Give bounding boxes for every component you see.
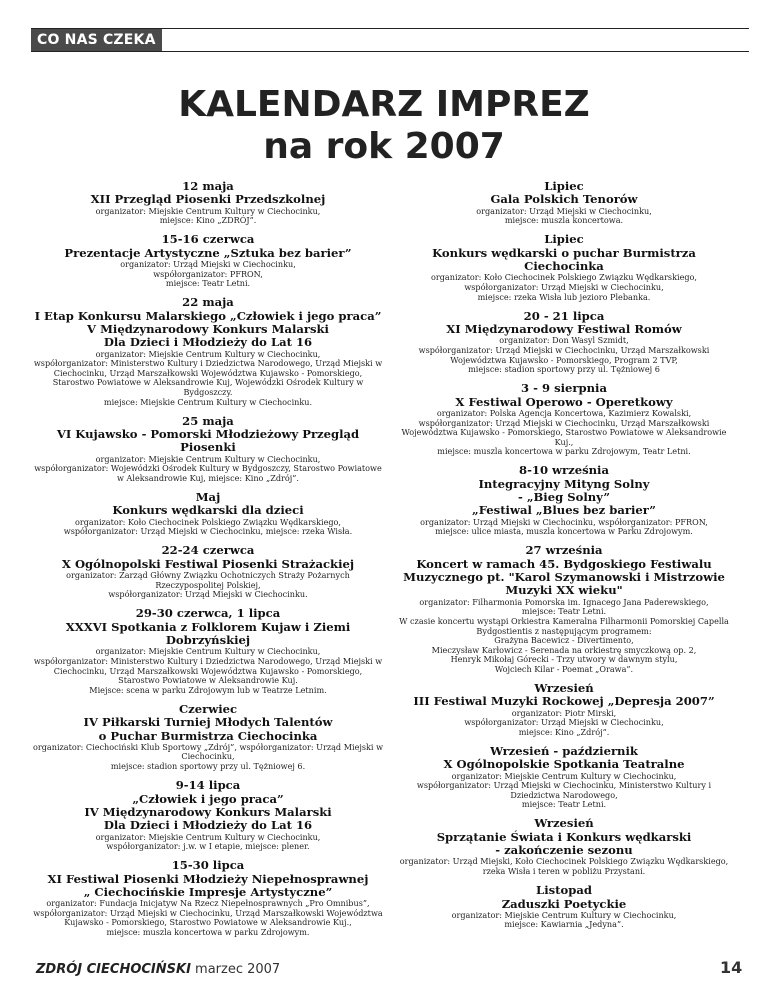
event-date: Wrzesień xyxy=(534,816,594,831)
event-name: X Ogólnopolski Festiwal Piosenki Strażackiej xyxy=(61,556,355,571)
event-date: 9-14 lipca xyxy=(175,778,241,793)
event-name: III Festiwal Muzyki Rockowej „Depresja 2007” xyxy=(413,694,715,709)
event-entry xyxy=(28,296,388,407)
section-header-bar xyxy=(31,28,749,52)
event-date: Wrzesień - październik xyxy=(490,743,638,758)
footer-publication xyxy=(36,962,280,977)
event-details: organizator: Miejskie Centrum Kultury w Ciechocinku, współorganizator: Wojewódzki Ośrodek Kultury w Bydgoszczy, Starostwo Powiatowe w Aleksandrowie Kuj, miejsce: Kino „Zdrój”. xyxy=(34,453,382,483)
event-name: Zaduszki Poetyckie xyxy=(501,896,627,911)
event-details: organizator: Don Wasyl Szmidt, współorganizator: Urząd Miejski w Ciechocinku, Urząd Marszałkowski Województwa Kujawsko - Pomorskiego, Program 2 TVP, miejsce: stadion sportowy przy ul. Tężniowej 6 xyxy=(418,335,710,375)
event-entry xyxy=(396,233,732,302)
event-date: 22-24 czerwca xyxy=(161,543,255,558)
page-title xyxy=(0,84,768,168)
section-label: CO NAS CZEKA xyxy=(31,29,162,51)
issue-date: marzec 2007 xyxy=(195,962,281,977)
magazine-name: ZDRÓJ CIECHOCIŃSKI xyxy=(36,962,191,977)
event-name: Sprzątanie Świata i Konkurs wędkarski - zakończenie sezonu xyxy=(436,829,692,858)
event-name: Integracyjny Mityng Solny - „Bieg Solny” „Festiwal „Blues bez barier” xyxy=(472,476,656,518)
event-entry xyxy=(396,884,732,930)
event-entry xyxy=(28,859,388,937)
event-details: organizator: Miejskie Centrum Kultury w Ciechocinku, współorganizator: Ministerstwo Kultury i Dziedzictwa Narodowego, Urząd Miejski w Ciechocinku, Urząd Marszałkowski Województwa Kujawsko - Pomorskiego, Starostwo Powiatowe w Aleksandrowie Kuj, Wojewódzki Ośrodek Kultury w Bydgoszczy. miejsce: Miejskie Centrum Kultury w Ciechocinku. xyxy=(33,348,383,407)
event-name: Gala Polskich Tenorów xyxy=(490,192,638,207)
event-name: Konkurs wędkarski dla dzieci xyxy=(112,503,304,518)
event-name: Koncert w ramach 45. Bydgoskiego Festiwalu Muzycznego pt. "Karol Szymanowski i Mistrzowie Muzyki XX wieku" xyxy=(403,556,725,598)
event-entry xyxy=(28,180,388,226)
event-details: organizator: Ciechociński Klub Sportowy „Zdrój”, współorganizator: Urząd Miejski w Ciechocinku, miejsce: stadion sportowy przy ul. Tężniowej 6. xyxy=(32,741,384,771)
event-name: XXXVI Spotkania z Folklorem Kujaw i Ziemi Dobrzyńskiej xyxy=(65,619,351,648)
page-number: 14 xyxy=(720,958,743,977)
event-details: organizator: Urząd Miejski, Koło Ciechocinek Polskiego Związku Wędkarskiego, rzeka Wisła i teren w pobliżu Przystani. xyxy=(399,856,729,876)
left-column xyxy=(28,180,388,945)
event-date: 15-16 czerwca xyxy=(161,232,255,247)
event-details: organizator: Koło Ciechocinek Polskiego Związku Wędkarskiego, współorganizator: Urząd Miejski w Ciechocinku, miejsce: rzeka Wisła. xyxy=(63,516,353,537)
event-date: Maj xyxy=(195,490,221,505)
event-name: VI Kujawsko - Pomorski Młodzieżowy Przegląd Piosenki xyxy=(56,427,360,455)
event-details: organizator: Piotr Mirski, współorganizator: Urząd Miejski w Ciechocinku, miejsce: Kino „Zdrój”. xyxy=(464,707,664,737)
event-name: XII Przegląd Piosenki Przedszkolnej xyxy=(90,192,326,207)
event-date: 20 - 21 lipca xyxy=(523,308,605,323)
event-name: „Człowiek i jego praca” IV Międzynarodowy Konkurs Malarski Dla Dzieci i Młodzieży do Lat 16 xyxy=(84,791,332,833)
event-entry xyxy=(28,703,388,772)
event-name: I Etap Konkursu Malarskiego „Człowiek i jego praca” V Międzynarodowy Konkurs Malarski Dla Dzieci i Młodzieży do Lat 16 xyxy=(34,308,382,350)
event-entry xyxy=(396,382,732,457)
event-name: X Ogólnopolskie Spotkania Teatralne xyxy=(443,757,685,772)
event-entry xyxy=(396,544,732,674)
page-title-line1: KALENDARZ IMPREZ xyxy=(178,84,590,125)
event-date: Wrzesień xyxy=(534,680,594,695)
event-details: organizator: Filharmonia Pomorska im. Ignacego Jana Paderewskiego, miejsce: Teatr Letni. W czasie koncertu wystąpi Orkiestra Kameralna Filharmonii Pomorskiej Capella Bydgostientis z następującym programem: Grażyna Bacewicz - Divertimento, Mieczysław Karłowicz - Serenada na orkiestrę smyczkową op. 2, Henryk Mikołaj Górecki - Trzy utwory w dawnym stylu, Wojciech Kilar - Poemat „Orawa”. xyxy=(399,596,729,674)
event-name: XI Międzynarodowy Festiwal Romów xyxy=(446,322,682,337)
event-date: Listopad xyxy=(536,883,592,898)
event-entry xyxy=(396,817,732,876)
event-entry xyxy=(396,310,732,375)
event-date: 22 maja xyxy=(182,295,234,310)
event-date: 3 - 9 sierpnia xyxy=(521,381,607,396)
event-name: Konkurs wędkarski o puchar Burmistrza Ciechocinka xyxy=(432,245,696,274)
event-details: organizator: Miejskie Centrum Kultury w Ciechocinku, współorganizator: Urząd Miejski w Ciechocinku, Ministerstwo Kultury i Dziedzictwa Narodowego, miejsce: Teatr Letni. xyxy=(416,770,712,810)
event-entry xyxy=(28,415,388,484)
event-details: organizator: Miejskie Centrum Kultury w Ciechocinku, miejsce: Kino „ZDRÓJ”. xyxy=(95,205,321,226)
event-date: Lipiec xyxy=(544,232,584,247)
event-date: 25 maja xyxy=(182,413,234,428)
event-details: organizator: Miejskie Centrum Kultury w Ciechocinku, miejsce: Kawiarnia „Jedyna”. xyxy=(451,909,677,930)
event-details: organizator: Miejskie Centrum Kultury w Ciechocinku, współorganizator: Ministerstwo Kultury i Dziedzictwa Narodowego, Urząd Miejski w Ciechocinku, Urząd Marszałkowski Województwa Kujawsko - Pomorskiego, Starostwo Powiatowe w Aleksandrowie Kuj. Miejsce: scena w parku Zdrojowym lub w Teatrze Letnim. xyxy=(33,646,383,695)
event-entry xyxy=(396,745,732,810)
right-column xyxy=(396,180,732,938)
event-details: organizator: Urząd Miejski w Ciechocinku, współorganizator: PFRON, miejsce: Teatr Letni. xyxy=(120,259,296,289)
event-details: organizator: Urząd Miejski w Ciechocinku, współorganizator: PFRON, miejsce: ulice miasta, muszla koncertowa w Parku Zdrojowym. xyxy=(420,516,708,537)
page-title-line2: na rok 2007 xyxy=(263,126,505,167)
event-details: organizator: Miejskie Centrum Kultury w Ciechocinku, współorganizator: j.w. w I etapie, miejsce: plener. xyxy=(95,831,321,852)
event-details: organizator: Fundacja Inicjatyw Na Rzecz Niepełnosprawnych „Pro Omnibus”, współorganizator: Urząd Miejski w Ciechocinku, Urząd Marszałkowski Województwa Kujawsko - Pomorskiego, Starostwo Powiatowe w Aleksandrowie Kuj., miejsce: muszla koncertowa w parku Zdrojowym. xyxy=(33,898,383,937)
event-details: organizator: Zarząd Główny Związku Ochotniczych Straży Pożarnych Rzeczypospolitej Polskiej, współorganizator: Urząd Miejski w Ciechocinku. xyxy=(66,570,350,600)
event-entry xyxy=(396,682,732,737)
event-name: IV Piłkarski Turniej Młodych Talentów o Puchar Burmistrza Ciechocinka xyxy=(83,715,333,743)
event-date: 15-30 lipca xyxy=(171,858,245,873)
event-entry xyxy=(28,491,388,537)
event-date: Czerwiec xyxy=(178,701,238,716)
event-entry xyxy=(28,544,388,599)
event-date: 12 maja xyxy=(182,179,234,193)
event-details: organizator: Koło Ciechocinek Polskiego Związku Wędkarskiego, współorganizator: Urząd Miejski w Ciechocinku, miejsce: rzeka Wisła lub jezioro Plebanka. xyxy=(430,272,697,302)
event-date: 8-10 września xyxy=(519,463,609,478)
event-entry xyxy=(28,779,388,852)
event-entry xyxy=(28,233,388,288)
event-entry xyxy=(28,607,388,695)
event-entry xyxy=(396,180,732,226)
event-name: Prezentacje Artystyczne „Sztuka bez barier” xyxy=(64,245,352,260)
event-entry xyxy=(396,464,732,537)
event-date: Lipiec xyxy=(544,179,584,193)
event-name: X Festiwal Operowo - Operetkowy xyxy=(455,394,673,409)
event-name: XI Festiwal Piosenki Młodzieży Niepełnosprawnej „ Ciechocińskie Impresje Artystyczne” xyxy=(47,871,369,899)
event-date: 27 września xyxy=(525,543,603,558)
event-details: organizator: Polska Agencja Koncertowa, Kazimierz Kowalski, współorganizator: Urząd Miejski w Ciechocinku, Urząd Marszałkowski Województwa Kujawsko - Pomorskiego, Starostwo Powiatowe w Aleksandrowie Kuj., miejsce: muszla koncertowa w parku Zdrojowym, Teatr Letni. xyxy=(401,407,727,457)
event-date: 29-30 czerwca, 1 lipca xyxy=(135,606,281,621)
event-details: organizator: Urząd Miejski w Ciechocinku, miejsce: muszla koncertowa. xyxy=(476,205,652,226)
